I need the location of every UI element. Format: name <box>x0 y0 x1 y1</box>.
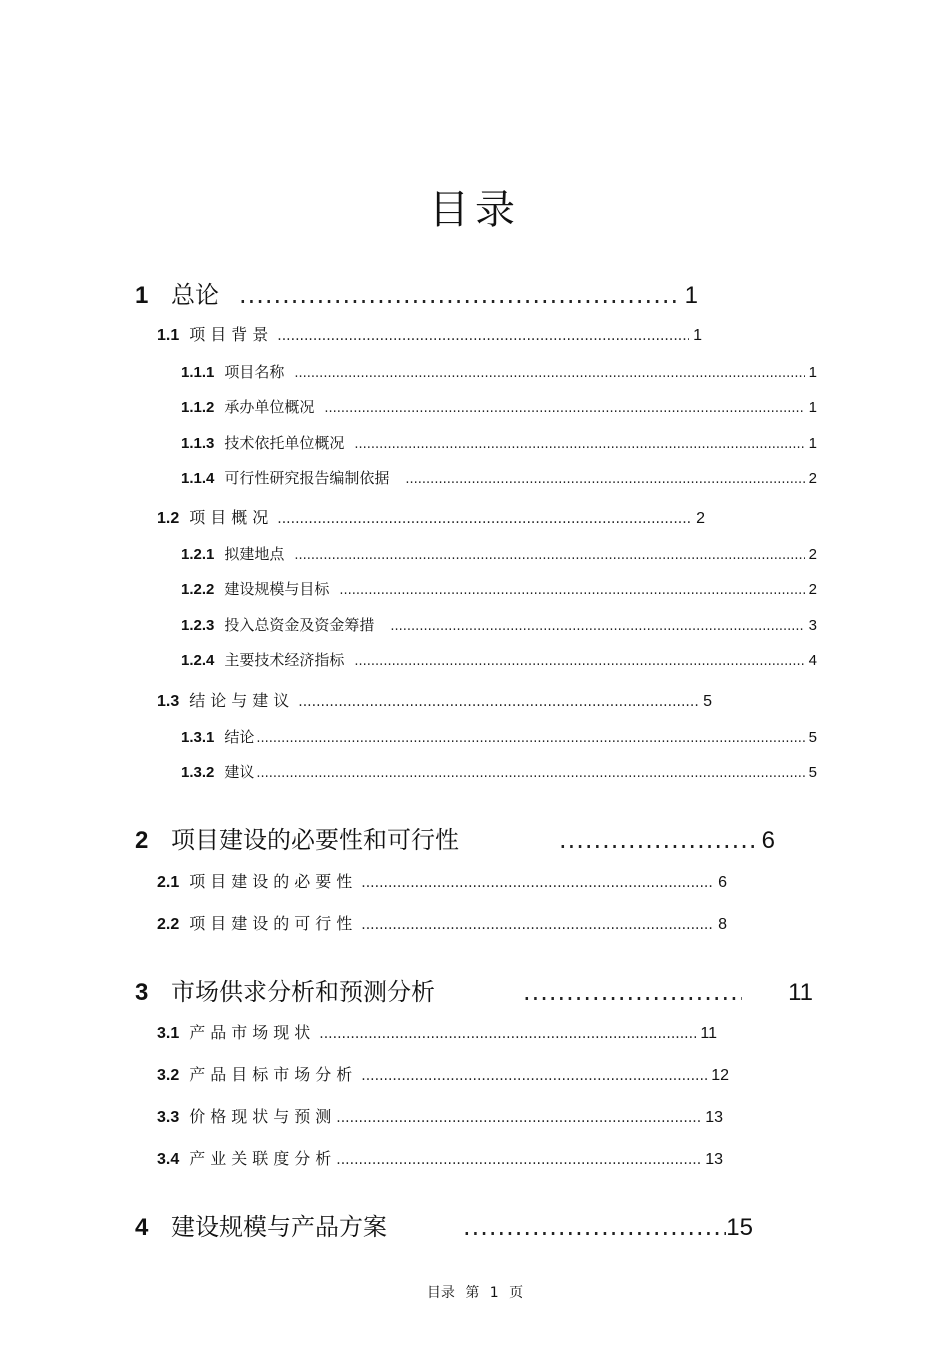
toc-leader <box>361 1068 707 1084</box>
toc-leader <box>559 826 758 854</box>
toc-label: 可行性研究报告编制依据 <box>224 469 390 487</box>
toc-leader <box>256 731 804 746</box>
toc-entry-1-2-4[interactable] <box>181 649 817 671</box>
toc-number: 1.1.4 <box>181 470 215 487</box>
toc-label: 产品目标市场分析 <box>189 1065 358 1084</box>
toc-entry-1-1-3[interactable] <box>181 432 817 454</box>
toc-page: 6 <box>718 874 727 891</box>
toc-leader <box>277 328 689 344</box>
toc-page: 5 <box>808 764 817 781</box>
toc-page: 8 <box>718 916 727 933</box>
toc-entry-3[interactable] <box>135 972 813 1004</box>
toc-page: 1 <box>808 364 817 381</box>
toc-page: 6 <box>761 827 775 854</box>
toc-entry-3-2[interactable] <box>157 1062 729 1086</box>
toc-entry-2[interactable] <box>135 820 775 852</box>
toc-number: 3.4 <box>157 1151 180 1168</box>
toc-page: 1 <box>693 327 702 344</box>
toc-number: 3.3 <box>157 1109 180 1126</box>
toc-label: 项目背景 <box>189 325 274 344</box>
toc-label: 项目概况 <box>189 508 274 527</box>
toc-label: 项目名称 <box>224 363 285 381</box>
toc-label: 主要技术经济指标 <box>224 651 345 669</box>
toc-entry-4[interactable] <box>135 1207 753 1239</box>
toc-leader <box>294 366 804 381</box>
toc-number: 1.2.4 <box>181 652 215 669</box>
toc-leader <box>339 583 804 598</box>
toc-entry-1[interactable] <box>135 275 698 307</box>
toc-label: 产品市场现状 <box>189 1023 316 1042</box>
toc-label: 项目建设的可行性 <box>189 914 358 933</box>
toc-leader <box>277 511 692 527</box>
toc-label: 拟建地点 <box>224 545 285 563</box>
toc-leader <box>361 917 714 933</box>
toc-leader <box>298 694 699 710</box>
toc-leader <box>256 766 804 781</box>
toc-label: 建设规模与目标 <box>224 580 330 598</box>
footer-prefix: 第 <box>465 1285 480 1301</box>
toc-page: 5 <box>808 729 817 746</box>
toc-label: 建设规模与产品方案 <box>171 1213 387 1241</box>
toc-page: 11 <box>788 979 813 1006</box>
toc-entry-3-1[interactable] <box>157 1020 717 1044</box>
toc-leader <box>336 1152 701 1168</box>
toc-leader <box>390 619 804 634</box>
toc-page: 5 <box>703 693 712 710</box>
toc-leader <box>523 978 742 1006</box>
toc-label: 市场供求分析和预测分析 <box>171 978 435 1006</box>
toc-page: 13 <box>705 1151 723 1168</box>
footer-section: 目录 <box>426 1285 455 1301</box>
toc-leader <box>354 654 804 669</box>
toc-number: 3 <box>135 979 149 1006</box>
toc-number: 1.2 <box>157 510 180 527</box>
toc-leader <box>405 472 804 487</box>
toc-number: 1.1.1 <box>181 364 215 381</box>
toc-label: 结论 <box>224 728 255 746</box>
toc-leader <box>463 1213 726 1241</box>
toc-label: 承办单位概况 <box>224 398 315 416</box>
toc-number: 1.1.3 <box>181 435 215 452</box>
toc-label: 产业关联度分析 <box>189 1149 337 1168</box>
toc-page: 3 <box>808 617 817 634</box>
toc-entry-2-2[interactable] <box>157 911 727 935</box>
toc-entry-1-3-1[interactable] <box>181 726 817 748</box>
toc-page: 1 <box>808 435 817 452</box>
toc-entry-1-1-4[interactable] <box>181 467 817 489</box>
toc-number: 3.2 <box>157 1067 180 1084</box>
toc-number: 1.2.2 <box>181 581 215 598</box>
toc-number: 1.2.3 <box>181 617 215 634</box>
page-title: 目录 <box>429 187 521 233</box>
toc-entry-1-3-2[interactable] <box>181 761 817 783</box>
toc-entry-1-2-3[interactable] <box>181 614 817 636</box>
toc-number: 3.1 <box>157 1025 180 1042</box>
toc-entry-1-1-1[interactable] <box>181 361 817 383</box>
toc-leader <box>294 548 804 563</box>
toc-label: 总论 <box>171 281 219 309</box>
toc-leader <box>354 437 804 452</box>
toc-page: 12 <box>711 1067 729 1084</box>
toc-label: 建议 <box>224 763 255 781</box>
toc-entry-1-3[interactable] <box>157 688 712 712</box>
toc-entry-2-1[interactable] <box>157 869 727 893</box>
toc-page: 13 <box>705 1109 723 1126</box>
toc-label: 项目建设的必要性 <box>189 872 358 891</box>
toc-number: 1.3.1 <box>181 729 215 746</box>
toc-number: 2 <box>135 827 149 854</box>
toc-leader <box>239 281 681 309</box>
footer-page-number: 1 <box>489 1285 499 1301</box>
toc-leader <box>319 1026 696 1042</box>
toc-label: 项目建设的必要性和可行性 <box>171 826 459 854</box>
toc-entry-3-3[interactable] <box>157 1104 723 1128</box>
toc-number: 1.1 <box>157 327 180 344</box>
toc-page: 1 <box>808 399 817 416</box>
toc-entry-1-1-2[interactable] <box>181 396 817 418</box>
toc-page: 2 <box>808 581 817 598</box>
toc-number: 1.3 <box>157 693 180 710</box>
toc-page: 4 <box>808 652 817 669</box>
toc-page: 2 <box>808 470 817 487</box>
toc-entry-1-2-1[interactable] <box>181 543 817 565</box>
toc-entry-1-2[interactable] <box>157 505 705 529</box>
toc-label: 价格现状与预测 <box>189 1107 337 1126</box>
toc-label: 投入总资金及资金筹措 <box>224 616 375 634</box>
toc-leader <box>324 401 804 416</box>
toc-leader <box>361 875 714 891</box>
toc-label: 结论与建议 <box>189 691 295 710</box>
page-footer <box>0 1282 950 1302</box>
footer-suffix: 页 <box>509 1285 524 1301</box>
toc-number: 2.1 <box>157 874 180 891</box>
toc-leader <box>336 1110 701 1126</box>
toc-entry-3-4[interactable] <box>157 1146 723 1170</box>
toc-number: 1 <box>135 282 149 309</box>
toc-label: 技术依托单位概况 <box>224 434 345 452</box>
toc-number: 2.2 <box>157 916 180 933</box>
toc-page: 15 <box>726 1214 753 1241</box>
toc-number: 1.2.1 <box>181 546 215 563</box>
toc-page: 2 <box>808 546 817 563</box>
toc-number: 1.1.2 <box>181 399 215 416</box>
toc-number: 4 <box>135 1214 149 1241</box>
toc-entry-1-2-2[interactable] <box>181 578 817 600</box>
toc-number: 1.3.2 <box>181 764 215 781</box>
toc-page: 1 <box>684 282 698 309</box>
toc-page: 11 <box>700 1025 717 1042</box>
toc-entry-1-1[interactable] <box>157 322 702 346</box>
toc-page: 2 <box>696 510 705 527</box>
